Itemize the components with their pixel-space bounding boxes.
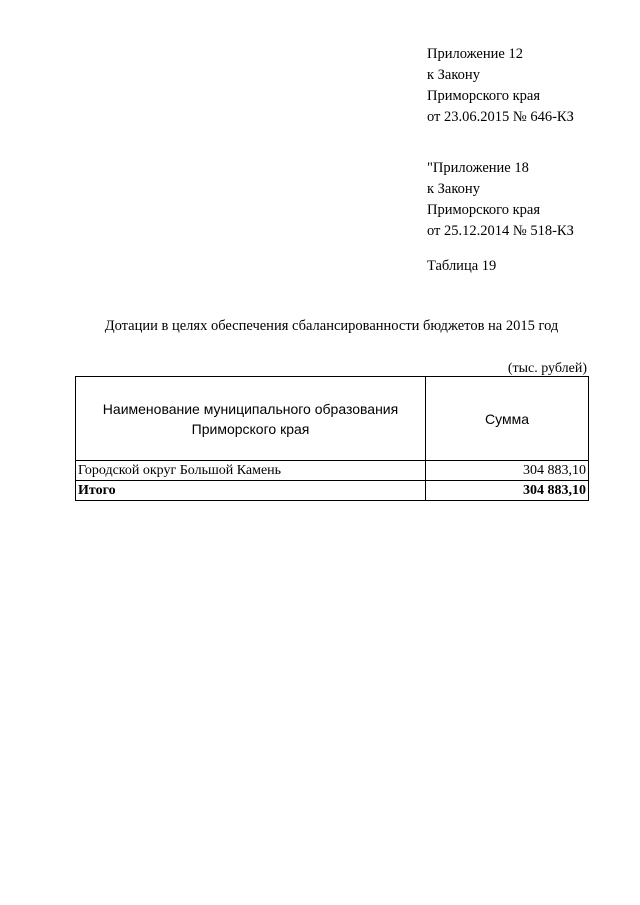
- annex-date: от 25.12.2014 № 518-КЗ: [427, 223, 574, 239]
- municipality-name: Городской округ Большой Камень: [76, 461, 426, 481]
- column-header-sum: Сумма: [426, 377, 589, 461]
- table-row: [76, 461, 589, 481]
- total-label: Итого: [76, 481, 426, 501]
- annex-header-amended: [427, 158, 574, 242]
- annex-law-ref: к Закону: [427, 181, 480, 197]
- amount-cell: 304 883,10: [426, 461, 589, 481]
- annex-region: Приморского края: [427, 88, 541, 104]
- table-number: Таблица 19: [427, 258, 497, 274]
- annex-region: Приморского края: [427, 202, 541, 218]
- column-header-name: Наименование муниципального образования Приморского края: [76, 377, 426, 461]
- units-note: (тыс. рублей): [507, 361, 587, 376]
- total-amount: 304 883,10: [426, 481, 589, 501]
- total-row: [76, 481, 589, 501]
- subsidy-table: [75, 376, 589, 501]
- table-header-row: [76, 377, 589, 461]
- annex-number: "Приложение 18: [427, 160, 529, 176]
- annex-law-ref: к Закону: [427, 67, 480, 83]
- annex-number: Приложение 12: [427, 46, 523, 62]
- annex-header-current: [427, 44, 574, 128]
- annex-date: от 23.06.2015 № 646-КЗ: [427, 109, 574, 125]
- document-title: Дотации в целях обеспечения сбалансированности бюджетов на 2015 год: [104, 318, 559, 334]
